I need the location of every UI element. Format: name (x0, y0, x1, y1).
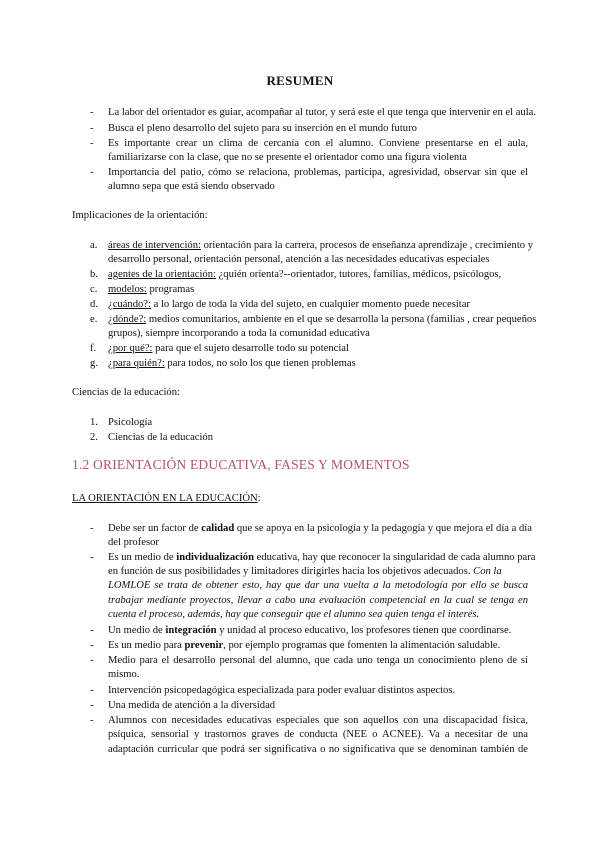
list-text: ¿quién orienta?--orientador, tutores, familias, médicos, psicólogos, (215, 269, 502, 280)
list-term: agentes de la orientación: (108, 269, 216, 280)
list-text: en función de sus posibilidades y limitadores dirigirles hacia los objetivos adecuados. (108, 566, 474, 577)
bullet-dash: - (90, 123, 94, 134)
list-item: Psicología (108, 417, 153, 428)
list-item-continuation: desarrollo personal, orientación personal, atención a las necesidades educativas especiales (108, 254, 490, 265)
list-item (108, 313, 536, 327)
list-term: ¿cuándo?: (108, 299, 151, 310)
bullet-dash: - (90, 700, 94, 711)
list-text: para todos, no solo los que tienen problemas (164, 358, 356, 369)
list-item: Ciencias de la educación (108, 432, 214, 443)
list-text-italic: Con la (473, 566, 502, 577)
bullet-dash: - (90, 715, 94, 726)
list-item: Es importante crear un clima de cercanía con el alumno. Conviene presentarse en el aula, (108, 138, 528, 149)
list-marker: d. (90, 299, 98, 310)
list-term: áreas de intervención: (108, 240, 201, 251)
list-text: Es un medio de (108, 552, 177, 563)
list-text: medios comunitarios, ambiente en el que se desarrolla la persona (familias , crear pequeños (146, 314, 537, 325)
list-term: ¿para quién?: (108, 358, 165, 369)
list-item-continuation: mismo. (108, 669, 140, 680)
list-item (108, 268, 501, 282)
list-term-bold: calidad (201, 523, 235, 534)
bullet-dash: - (90, 655, 94, 666)
list-item: Medio para el desarrollo personal del alumno, que cada uno tenga un conocimiento pleno de sí (108, 655, 528, 666)
list-item-continuation: psíquica, sensorial y trastornos graves de conducta (NEE o ACNEE). Va a necesitar de una (108, 729, 528, 740)
list-term-bold: integración (165, 625, 217, 636)
section-heading: 1.2 ORIENTACIÓN EDUCATIVA, FASES Y MOMENTOS (72, 457, 410, 472)
list-marker: 1. (90, 417, 98, 428)
list-item: Alumnos con necesidades educativas especiales que son aquellos con una discapacidad física, (108, 715, 528, 726)
list-item: Una medida de atención a la diversidad (108, 700, 276, 711)
list-item-continuation: cuenta el proceso, además, hay que conseguir que el alumno sea quien tenga el interés. (108, 609, 480, 620)
list-marker: a. (90, 240, 98, 251)
list-item-continuation: familiarizarse con la clase, que no se presente el orientador como una figura violenta (108, 152, 467, 163)
ciencias-heading: Ciencias de la educación: (72, 387, 180, 398)
subheading-suffix: : (257, 493, 261, 504)
list-text: programas (146, 284, 195, 295)
subheading (72, 492, 261, 506)
list-item-continuation: LOMLOE se trata de obtener esto, hay que dar una vuelta a la metodología por ello se busca (108, 580, 528, 591)
list-text: orientación para la carrera, procesos de enseñanza aprendizaje , crecimiento y (200, 240, 534, 251)
list-item: Intervención psicopedagógica especializada para poder evaluar distintos aspectos. (108, 685, 456, 696)
bullet-dash: - (90, 625, 94, 636)
list-item (108, 639, 500, 653)
list-marker: f. (90, 343, 97, 354)
list-term-bold: prevenir (184, 640, 224, 651)
list-item-continuation (108, 565, 502, 579)
bullet-dash: - (90, 685, 94, 696)
bullet-dash: - (90, 523, 94, 534)
list-item-continuation: alumno sepa que está siendo observado (108, 181, 275, 192)
list-item (108, 239, 533, 253)
page-title: RESUMEN (266, 73, 334, 88)
list-item (108, 551, 535, 565)
list-text: a lo largo de toda la vida del sujeto, en cualquier momento puede necesitar (150, 299, 470, 310)
list-item-continuation: adaptación curricular que podrá ser significativa o no significativa que se denominan también de (108, 744, 528, 755)
bullet-dash: - (90, 107, 94, 118)
list-item: La labor del orientador es guiar, acompañar al tutor, y será este el que tenga que intervenir en el aula. (108, 107, 537, 118)
list-term: ¿dónde?: (108, 314, 147, 325)
list-marker: c. (90, 284, 98, 295)
list-item-continuation: trabajar mediante proyectos, llevar a cabo una evaluación competencial en la cual se tenga en (108, 595, 528, 606)
list-text: Un medio de (108, 625, 166, 636)
list-item (108, 624, 511, 638)
bullet-dash: - (90, 167, 94, 178)
list-marker: e. (90, 314, 98, 325)
list-item: Busca el pleno desarrollo del sujeto para su inserción en el mundo futuro (108, 123, 417, 134)
list-text: y unidad al proceso educativo, los profesores tienen que coordinarse. (216, 625, 512, 636)
list-text: educativa, hay que reconocer la singularidad de cada alumno para (253, 552, 536, 563)
list-item (108, 298, 470, 312)
list-item (108, 283, 194, 297)
list-text: para que el sujeto desarrolle todo su potencial (152, 343, 349, 354)
bullet-dash: - (90, 640, 94, 651)
list-text: que se apoya en la psicología y la pedagogía y que mejora el día a día (234, 523, 532, 534)
list-term-bold: individualización (176, 552, 254, 563)
list-item (108, 522, 532, 536)
list-text: Es un medio para (108, 640, 185, 651)
list-item-continuation: grupos), siempre incorporando a toda la comunidad educativa (108, 328, 370, 339)
list-item (108, 357, 356, 371)
list-term: ¿por qué?: (108, 343, 153, 354)
list-marker: b. (90, 269, 98, 280)
list-item: Importancia del patio, cómo se relaciona, problemas, participa, agresividad, observar sin que el (108, 167, 528, 178)
list-marker: g. (90, 358, 98, 369)
list-term: modelos: (108, 284, 147, 295)
list-text: Debe ser un factor de (108, 523, 202, 534)
list-text: , por ejemplo programas que fomenten la alimentación saludable. (223, 640, 501, 651)
bullet-dash: - (90, 138, 94, 149)
implicaciones-heading: Implicaciones de la orientación: (72, 210, 208, 221)
list-item-continuation: del profesor (108, 537, 159, 548)
bullet-dash: - (90, 552, 94, 563)
list-item (108, 342, 349, 356)
list-marker: 2. (90, 432, 98, 443)
subheading-text: LA ORIENTACIÓN EN LA EDUCACIÓN (72, 493, 258, 504)
